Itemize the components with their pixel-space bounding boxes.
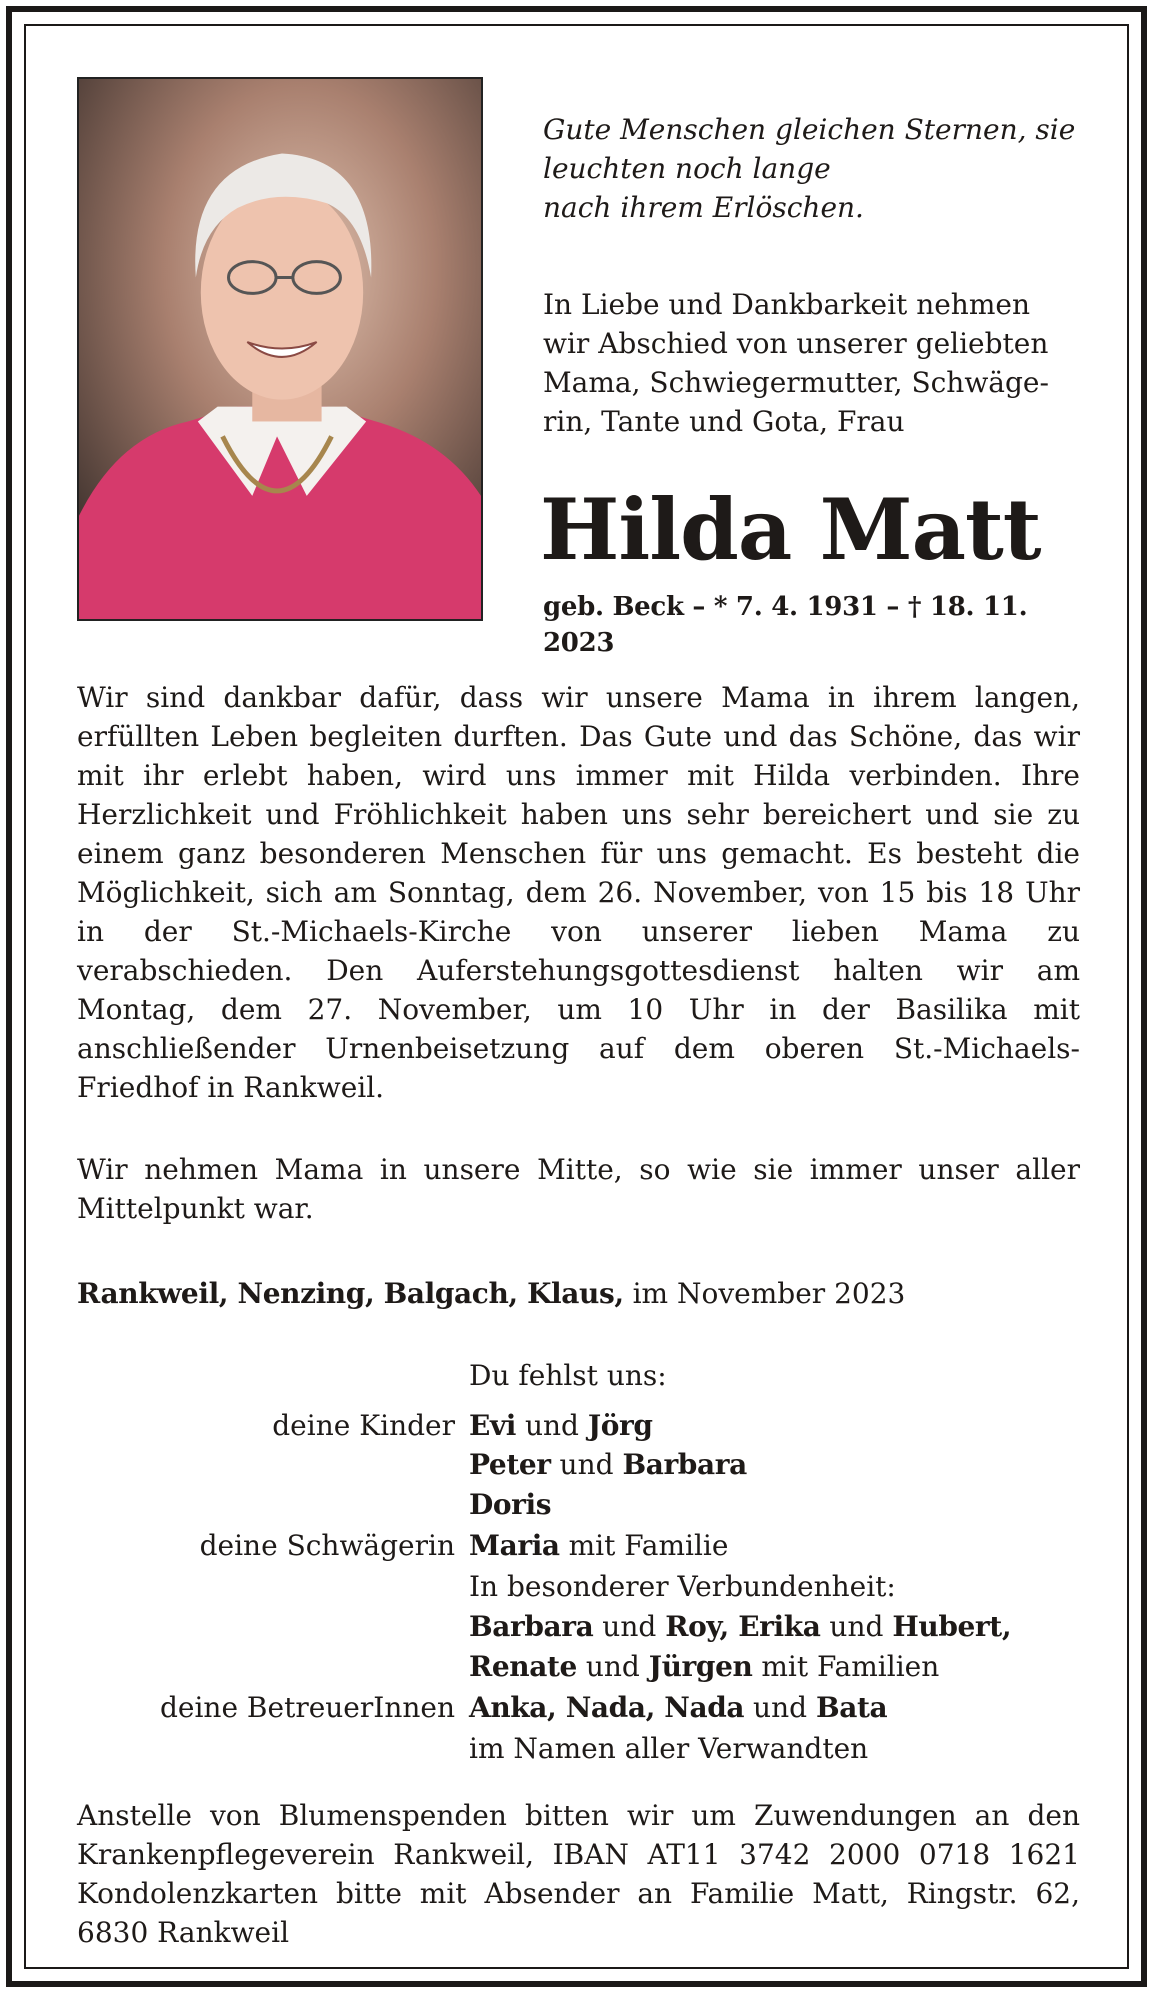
mourners-heading-row (0, 1356, 1157, 1396)
main-paragraph: Wir sind dankbar dafür, dass wir unsere Mama in ihrem langen, erfüllten Leben begleiten durften. Das Gute und das Schöne, das wir mit ihr erlebt haben, wird uns immer mit Hilda verbinden. Ihre Herzlichkeit und Fröhlichkeit haben uns sehr bereichert und sie zu einem ganz besonderen Menschen für uns gemacht. Es besteht die Möglichkeit, sich am Sonntag, dem 26. November, von 15 bis 18 Uhr in der St.-Michaels-Kirche von unserer lieben Mama zu verabschieden. Den Auferstehungsgottesdienst halten wir am Montag, dem 27. November, um 10 Uhr in der Basilika mit anschließender Urnenbeisetzung auf dem oberen St.-Michaels-Friedhof in Rankweil. (77, 681, 1080, 1104)
verbunden-heading: In besonderer Verbundenheit: (469, 1570, 896, 1603)
footer-line-1: Anstelle von Blumenspenden bitten wir um Zuwendungen an den (77, 1799, 1080, 1832)
verbunden-row-1 (0, 1607, 1157, 1647)
schwaegerin-label: deine Schwägerin (199, 1529, 455, 1562)
footer-line-2: Krankenpflegeverein Rankweil, IBAN AT11 3742 2000 0718 1621 (77, 1838, 1080, 1871)
schwaegerin-names: Maria mit Familie (469, 1529, 729, 1562)
betreuer-row (0, 1688, 1157, 1728)
birth-death-dates: geb. Beck – * 7. 4. 1931 – † 18. 11. 2023 (543, 592, 1028, 658)
closing-text: im Namen aller Verwandten (469, 1732, 869, 1765)
mourners-heading: Du fehlst uns: (469, 1359, 667, 1392)
intro-text: In Liebe und Dankbarkeit nehmen wir Abschied von unserer geliebten Mama, Schwiegermutter, Schwäge- rin, Tante und Gota, Frau (543, 288, 1049, 438)
schwaegerin-row (0, 1526, 1157, 1566)
deceased-name: Hilda Matt (540, 480, 1041, 579)
footer-line-3: Kondolenzkarten bitte mit Absender an Familie Matt, Ringstr. 62, (77, 1877, 1080, 1910)
verbunden-heading-row (0, 1567, 1157, 1607)
donation-notice (77, 1796, 1080, 1952)
portrait-photo (77, 77, 483, 621)
betreuer-label: deine BetreuerInnen (159, 1691, 455, 1724)
verbunden-row-2 (0, 1647, 1157, 1687)
portrait-illustration (79, 79, 481, 619)
betreuer-names: Anka, Nada, Nada und Bata (469, 1691, 888, 1724)
place-date-line (77, 1274, 905, 1313)
place-date: im November 2023 (632, 1277, 906, 1310)
second-paragraph: Wir nehmen Mama in unsere Mitte, so wie sie immer unser aller Mittelpunkt war. (77, 1153, 1080, 1225)
kinder-names-1: Evi und Jörg (469, 1409, 653, 1442)
kinder-label: deine Kinder (272, 1409, 455, 1442)
kinder-row-2 (0, 1445, 1157, 1485)
kinder-names-2: Peter und Barbara (469, 1448, 747, 1481)
footer-line-4: 6830 Rankweil (77, 1916, 290, 1949)
kinder-row-3 (0, 1485, 1157, 1525)
verbunden-names-1: Barbara und Roy, Erika und Hubert, (469, 1610, 1012, 1643)
kinder-row-1 (0, 1406, 1157, 1446)
memorial-quote: Gute Menschen gleichen Sternen, sie leuchten noch lange nach ihrem Erlöschen. (543, 113, 1076, 224)
kinder-names-3: Doris (469, 1488, 552, 1521)
closing-row (0, 1729, 1157, 1769)
place-towns: Rankweil, Nenzing, Balgach, Klaus, (77, 1277, 624, 1310)
verbunden-names-2: Renate und Jürgen mit Familien (469, 1650, 940, 1683)
